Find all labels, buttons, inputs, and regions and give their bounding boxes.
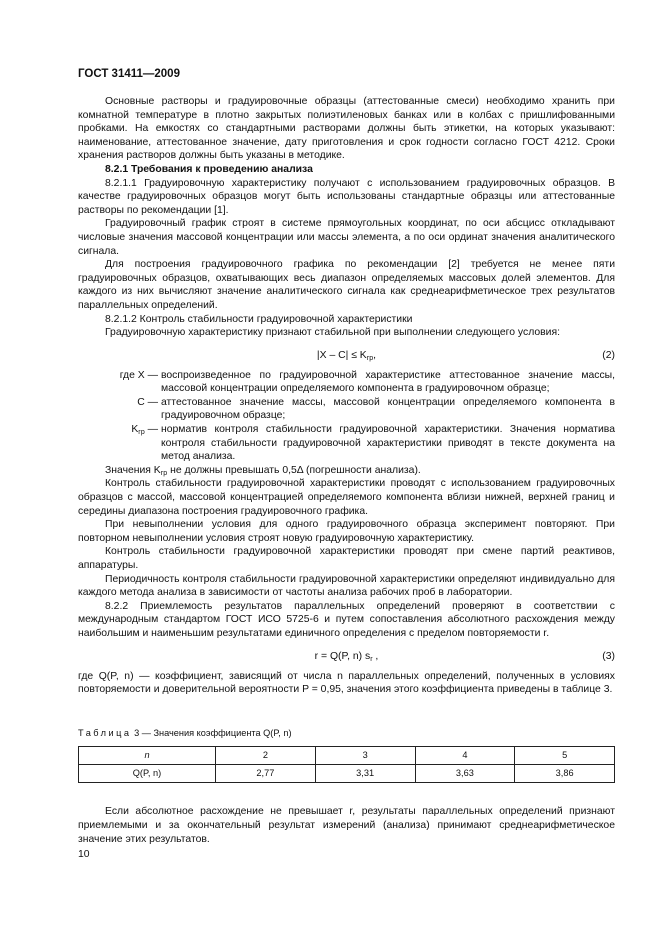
table-cell: 2,77	[216, 765, 316, 783]
table-cell: n	[79, 747, 216, 765]
page-number: 10	[78, 849, 90, 860]
definition-c	[78, 396, 615, 423]
paragraph-final: Если абсолютное расхождение не превышает r, результаты параллельных определений признают приемлемыми и за окончательный результат измерений (анализа) принимают среднеарифметическое значение этих результатов.	[78, 806, 615, 845]
table-row	[79, 765, 615, 783]
document-header: ГОСТ 31411—2009	[78, 68, 180, 80]
table-cell: 3,63	[415, 765, 515, 783]
paragraph-where-q: где Q(P, n) — коэффициент, зависящий от числа n параллельных определений, полученных в условиях повторяемости и доверительной вероятности P = 0,95, значения этого коэффициента приведены в таблице 3.	[78, 670, 615, 696]
definition-x	[78, 369, 615, 396]
paragraph-control: Контроль стабильности градуировочной характеристики проводят с использованием градуировочных образцов с массой, массовой концентрацией определяемого компонента вблизи нижней, верхней границ и середины диапазона построения градуировочного графика.	[78, 478, 615, 517]
formula-2-expression: $|X - C| \le K_{гр}$,	[316, 349, 377, 362]
definition-text: аттестованное значение массы, массовой концентрации определяемого компонента в градуировочном образце;	[161, 396, 615, 422]
table-cell: 3,31	[315, 765, 415, 783]
coefficient-table	[78, 746, 615, 783]
table-cell: 3,86	[515, 765, 615, 783]
paragraph-fail: При невыполнении условия для одного градуировочного образца эксперимент повторяют. При повторном невыполнении условия строят новую градуировочную характеристику.	[78, 519, 615, 544]
definition-text: воспроизведенное по градуировочной характеристике аттестованное значение массы, массовой концентрации определяемого компонента в градуировочном образце;	[161, 369, 615, 395]
document-body	[78, 95, 615, 846]
paragraph-storage: Основные растворы и градуировочные образцы (аттестованные смеси) необходимо хранить при комнатной температуре в плотно закрытых полиэтиленовых банках или в колбах с пришлифованными пробками. На емкостях со стандартными растворами должны быть этикетки, на которых указывают: наименование, аттестованное значение, дату приготовления и срок годности согласно ГОСТ 4212. Сроки хранения растворов должны быть указаны в методике.	[78, 96, 615, 162]
paragraph-8-2-1-1: 8.2.1.1 Градуировочную характеристику получают с использованием градуировочных образцов. В качестве градуировочных образцов могут быть использованы стандартные образцы или аттестованные растворы по рекомендации [1].	[78, 177, 615, 216]
paragraph-k-values: Значения $K_{гр}$ не должны превышать 0,5Δ (погрешности анализа).	[105, 464, 421, 477]
paragraph-stable-condition: Градуировочную характеристику признают стабильной при выполнении следующего условия:	[105, 327, 560, 339]
paragraph-period: Периодичность контроля стабильности градуировочной характеристики определяют индивидуально для каждого метода анализа в зависимости от частоты анализа рабочих проб в лаборатории.	[78, 573, 615, 599]
definition-term: где X —	[119, 369, 158, 381]
table-header-row	[79, 747, 615, 765]
table-cell: 4	[415, 747, 515, 765]
definitions-list	[78, 369, 615, 464]
table-cell: 2	[216, 747, 316, 765]
paragraph-graph: Градуировочный график строят в системе прямоугольных координат, по оси абсцисс откладывают числовые значения массовой концентрации или массы элемента, а по оси ординат значения аналитического сигнала.	[78, 218, 615, 257]
formula-3-expression: r = Q(P, n) $s_r$ ,	[314, 650, 379, 663]
paragraph-build: Для построения градуировочного графика по рекомендации [2] требуется не менее пяти градуировочных образцов, охватывающих весь диапазон определяемых массовых долей элементов. Для каждого из них вычисляют значение аналитического сигнала как среднеарифметическое трех результатов параллельных определений.	[78, 259, 615, 311]
table-cell: 5	[515, 747, 615, 765]
table-cell: 3	[315, 747, 415, 765]
definition-term: C —	[137, 396, 158, 408]
formula-3	[78, 648, 615, 666]
table-caption: Таблица 3 — Значения коэффициента Q(P, n)	[78, 727, 292, 738]
paragraph-change: Контроль стабильности градуировочной характеристики проводят при смене партий реактивов, аппаратуры.	[78, 546, 615, 571]
definition-term: $K_{гр}$ —	[131, 424, 158, 437]
table-cell: Q(P, n)	[79, 765, 216, 783]
formula-2	[78, 347, 615, 365]
formula-2-number: (2)	[602, 349, 615, 361]
formula-3-number: (3)	[602, 650, 615, 662]
paragraph-8-2-2: 8.2.2 Приемлемость результатов параллельных определений проверяют в соответствии с международным стандартом ГОСТ ИСО 5725-6 и путем сопоставления абсолютного расхождения между наибольшим и наименьшим результатами единичного определения с пределом повторяемости r.	[78, 600, 615, 639]
section-8-2-1-title: 8.2.1 Требования к проведению анализа	[105, 163, 313, 175]
definition-k	[78, 423, 615, 464]
paragraph-8-2-1-2: 8.2.1.2 Контроль стабильности градуировочной характеристики	[105, 313, 413, 325]
definition-text: норматив контроля стабильности градуировочной характеристики. Значения норматива контроля стабильности градуировочной характеристики приводят в тексте документа на метод анализа.	[161, 424, 615, 463]
